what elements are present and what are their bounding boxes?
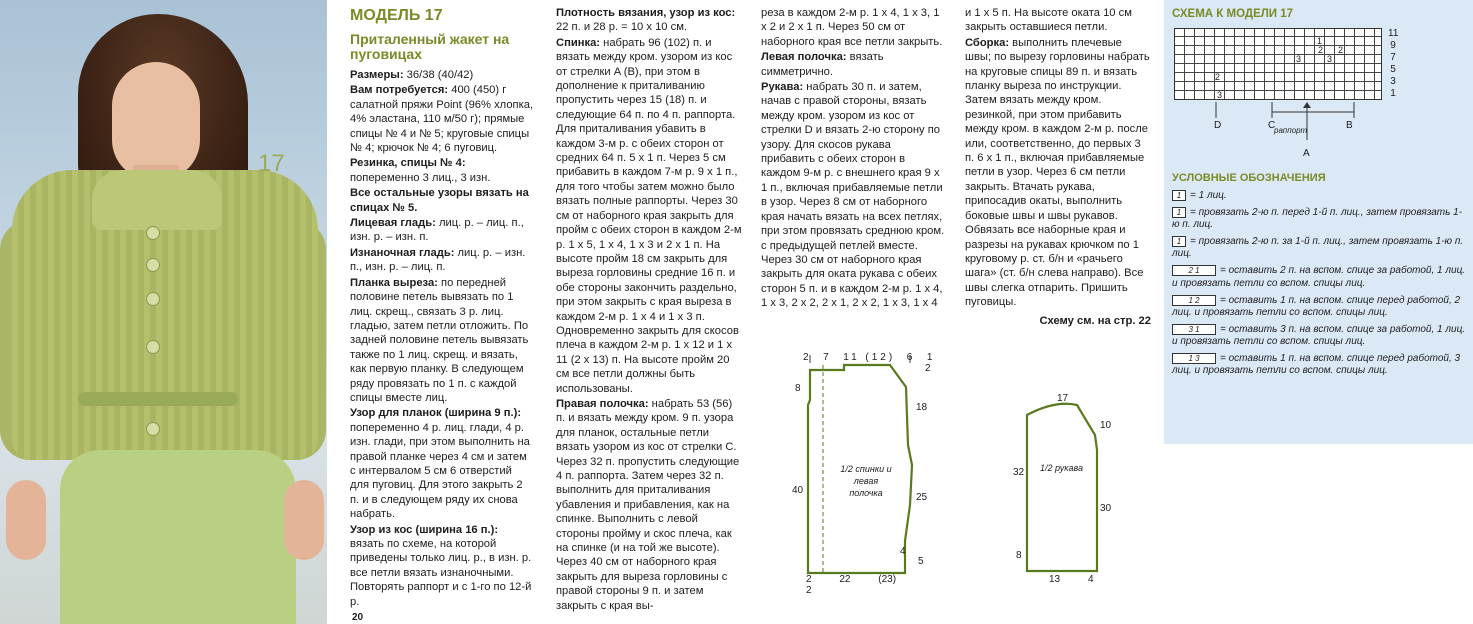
- paragraph: [556, 397, 742, 613]
- legend-item: [1172, 324, 1468, 348]
- measure: 18: [916, 402, 928, 413]
- legend-item: [1172, 295, 1468, 319]
- measure: 30: [1100, 503, 1112, 514]
- measure: 11 (12): [843, 352, 896, 363]
- column-1: [350, 6, 534, 610]
- paragraph: [350, 276, 534, 406]
- paragraph: [761, 50, 945, 79]
- jacket-button: [146, 422, 160, 436]
- measure: 2: [925, 363, 931, 374]
- stitch-symbol-icon: 2 1: [1172, 265, 1216, 276]
- cable-chart-grid: [1174, 28, 1382, 100]
- paragraph-text: выполнить плечевые швы; по вырезу горловины набрать на круговые спицы 89 п. и вязать планку выреза по инструкции. Затем вязать между кром. резинкой, при этом прибавить между кром. в каждом 2-м р. после или, соответственно, до первых 3 п. 6 х 1 п., включая прибавляемые петли в узор. Через 6 см петли закрыть. Втачать рукава, припосадив окаты, выполнить боковые швы и швы рукавов. Обвязать все наборные края и разрезы на рукавах крючком по 1 круговому р. ст. б/н и «рачьего шага» (ст. б/н слева направо). Все швы слегка отпарить. Пришить пуговицы.: [965, 36, 1150, 309]
- skirt: [60, 450, 296, 624]
- measure: 25: [916, 492, 928, 503]
- stitch-symbol-icon: 3 1: [1172, 324, 1216, 335]
- jacket-button: [146, 292, 160, 306]
- paragraph-heading: Все остальные узоры вязать на спицах № 5.: [350, 187, 529, 214]
- paragraph-heading: Плотность вязания, узор из кос:: [556, 7, 736, 19]
- paragraph: [350, 523, 534, 609]
- chart-cell: 1: [1317, 36, 1323, 46]
- legend-item: [1172, 236, 1468, 260]
- arrow-label-c: C: [1268, 120, 1276, 131]
- legend-text: = оставить 1 п. на вспом. спице перед работой, 2 лиц. и провязать петли со вспом. спицы лиц.: [1172, 294, 1461, 318]
- paragraph-text: по передней половине петель вывязать по 1 лиц. скрещ., связать 3 р. лиц. гладью, затем петли отложить. По задней половине петель вывязать также по 1 лиц. скрещ. и вязать, как первую планку. В следующем ряду провязать по 1 п. с каждой спицы вместе лиц.: [350, 276, 529, 404]
- measure: 2: [806, 574, 812, 585]
- paragraph-text: попеременно 3 лиц., 3 изн.: [350, 171, 491, 184]
- paragraph: [556, 36, 742, 396]
- paragraph: [350, 83, 534, 155]
- model-number: 17: [258, 150, 285, 177]
- rapport-label: раппорт: [1274, 126, 1308, 135]
- jacket-button: [146, 340, 160, 354]
- paragraph-heading: Лицевая гладь:: [350, 217, 436, 230]
- paragraph: [965, 6, 1151, 35]
- paragraph: [350, 156, 534, 185]
- legend-title: УСЛОВНЫЕ ОБОЗНАЧЕНИЯ: [1172, 172, 1326, 184]
- paragraph-text: набрать 53 (56) п. и вязать между кром. 9 п. узора для планок, остальные петли вязать узором из кос от стрелки C. Через 32 п. пропустить следующие 4 п. раппорта. Затем через 32 п. выполнить для приталивания убавления и прибавления, как на спинке. Выполнить с левой стороны пройму и скос плеча, как на спинке (и на той же высоте). Через 40 см от наборного края закрыть для выреза горловины с правой стороны 9 п. и затем закрыть с края вы-: [556, 397, 740, 612]
- row-number: 5: [1390, 64, 1396, 75]
- chart-cell: 3: [1217, 90, 1223, 100]
- column-2: [556, 6, 742, 614]
- arrow-label-a: A: [1303, 148, 1310, 159]
- paragraph-text: реза в каждом 2-м р. 1 х 4, 1 х 3, 1 х 2 и 2 х 1 п. Через 50 см от наборного края все петли закрыть.: [761, 7, 943, 48]
- legend-item: [1172, 353, 1468, 377]
- chart-cell: 3: [1296, 54, 1302, 64]
- scheme-title: СХЕМА К МОДЕЛИ 17: [1172, 8, 1294, 20]
- row-number: 9: [1390, 40, 1396, 51]
- sleeve-label: 1/2 рукава: [1040, 463, 1083, 473]
- paragraph-heading: Вам потребуется:: [350, 84, 449, 97]
- paragraph: [350, 406, 534, 521]
- back-label: 1/2 спинки и левая полочка: [840, 464, 892, 498]
- measure: 4: [1088, 574, 1094, 585]
- legend-text: = оставить 2 п. на вспом. спице за работой, 1 лиц. и провязать петли со вспом. спицы лиц.: [1172, 265, 1466, 289]
- measure: 10: [1100, 420, 1112, 431]
- right-hand: [284, 480, 324, 560]
- legend-text: = провязать 2-ю п. перед 1-й п. лиц., затем провязать 1-ю п. лиц.: [1172, 207, 1463, 231]
- paragraph-text: набрать 30 п. и затем, начав с правой стороны, вязать между кром. узором из кос от стрелки D и вязать 2-ю сторону по узору. Для скосов рукава прибавить с обеих сторон в каждом 9-м р. с внешнего края 9 х 1 п., включая прибавляемые петли в узор. Через 8 см от наборного края начать вязать на всех петлях, при этом провязать среднюю кром. с предыдущей петлей вместе. Через 30 см от наборного края закрыть для оката рукава с обеих сторон 5 п. и в каждом 2-м р. 1 х 4, 1 х 3, 2 х 2, 2 х 1, 2 х 2, 1 х 3, 1 х 4: [761, 81, 945, 310]
- left-hand: [6, 480, 46, 560]
- scheme-panel: [1164, 0, 1473, 444]
- stitch-symbol-icon: 1: [1172, 236, 1186, 247]
- paragraph: [965, 36, 1151, 310]
- arrow-label-d: D: [1214, 120, 1222, 131]
- legend-item: [1172, 190, 1468, 202]
- stitch-symbol-icon: 1: [1172, 190, 1186, 201]
- legend-text: = провязать 2-ю п. за 1-й п. лиц., затем провязать 1-ю п. лиц.: [1172, 236, 1464, 260]
- paragraph-text: лиц. р. – лиц. п., изн. р. – изн. п.: [350, 217, 524, 244]
- collar: [92, 170, 222, 230]
- back-top-measures: [803, 352, 953, 363]
- measure: 7: [823, 352, 832, 363]
- model-subtitle: Приталенный жакет на пуговицах: [350, 31, 510, 62]
- measure: 13: [1049, 574, 1061, 585]
- paragraph: [350, 216, 534, 245]
- measure: 8: [795, 383, 801, 394]
- paragraph-text: и 1 х 5 п. На высоте оката 10 см закрыть оставшиеся петли.: [965, 7, 1132, 34]
- paragraph-heading: Размеры:: [350, 69, 404, 81]
- paragraph-heading: Резинка, спицы № 4:: [350, 157, 466, 170]
- legend-item: [1172, 265, 1468, 289]
- row-number: 7: [1390, 52, 1396, 63]
- model-title: МОДЕЛЬ 17: [350, 7, 443, 24]
- row-number: 3: [1390, 76, 1396, 87]
- paragraph: [556, 6, 742, 35]
- paragraph-heading: Сборка:: [965, 36, 1010, 49]
- paragraph: [350, 246, 534, 275]
- legend-item: [1172, 207, 1468, 231]
- paragraph-heading: Правая полочка:: [556, 397, 649, 410]
- paragraph-text: 400 (450) г салатной пряжи Point (96% хлопка, 4% эластана, 110 м/50 г); прямые спицы № 4 и № 5; круговые спицы № 4; крючок № 4; 6 пуговиц.: [350, 84, 534, 155]
- legend-text: = оставить 1 п. на вспом. спице перед работой, 3 лиц. и провязать петли со вспом. спицы лиц.: [1172, 352, 1461, 376]
- column-3: [761, 6, 945, 312]
- measure: 4: [900, 546, 906, 557]
- paragraph: [761, 80, 945, 311]
- paragraph-text: вязать симметрично.: [761, 51, 884, 78]
- measure: 1: [926, 352, 936, 363]
- model-photo: [0, 0, 327, 624]
- chart-cell: 2: [1215, 72, 1221, 82]
- legend: [1172, 172, 1468, 382]
- chart-cell: 3: [1327, 54, 1333, 64]
- paragraph-heading: Планка выреза:: [350, 276, 438, 289]
- measure: 32: [1013, 467, 1025, 478]
- see-scheme-note: Схему см. на стр. 22: [1039, 314, 1151, 327]
- paragraph: [350, 186, 534, 215]
- face: [112, 62, 200, 180]
- paragraph-heading: Рукава:: [761, 81, 804, 94]
- page-number: 20: [352, 612, 364, 623]
- measure: 2: [803, 352, 812, 363]
- paragraph-text: попеременно 4 р. лиц. глади, 4 р. изн. глади, при этом выполнить на правой планке через 4 см и затем с интервалом 5 см 6 отверстий для пуговиц. Для этого закрыть 2 п. и в следующем ряду их снова набрать.: [350, 421, 530, 521]
- measure: 6: [906, 352, 916, 363]
- jacket-button: [146, 226, 160, 240]
- row-number: 11: [1388, 28, 1399, 39]
- legend-text: = 1 лиц.: [1190, 190, 1227, 202]
- paragraph-text: набрать 96 (102) п. и вязать между кром. узором из кос от стрелки A (B), при этом в дополнение к приталиванию пропустить через 15 (18) п. и следующие 64 п. по 4 п. раппорта. Для приталивания убавить в каждом 3-м р. с обеих сторон от средних 64 п. 5 х 1 п. Через 5 см прибавить в каждом 7-м р. 9 х 1 п., для того чтобы затем можно было вязать полные раппорты. Через 30 см от наборного края закрыть для пройм с обеих сторон в каждом 2-м р. 1 х 5, 1 х 4, 1 х 3 и 2 х 1 п. На высоте пройм 18 см закрыть для выреза горловины средние 16 п. и обе стороны закончить раздельно, при этом закрыть с края выреза в каждом 2-м р. 1 х 4 и 1 х 3 п. Одновременно закрыть для скосов плеча в каждом 2-м р. 1 х 12 и 1 х 11 (2 х 13) п. На высоте пройм 20 см все петли должны быть использованы.: [556, 36, 742, 395]
- arrow-label-b: B: [1346, 120, 1353, 131]
- stitch-symbol-icon: 1 3: [1172, 353, 1216, 364]
- stitch-symbol-icon: 1: [1172, 207, 1186, 218]
- row-number: 1: [1390, 88, 1396, 99]
- paragraph: [761, 6, 945, 49]
- measure: 17: [1057, 393, 1069, 404]
- paragraph-text: 22 п. и 28 р. = 10 х 10 см.: [556, 21, 688, 34]
- column-4: [965, 6, 1151, 328]
- measure: 5: [918, 556, 924, 567]
- back-bottom-measures: [806, 574, 926, 596]
- measure: 8: [1016, 550, 1022, 561]
- paragraph-heading: Спинка:: [556, 36, 601, 49]
- paragraph-heading: Узор из кос (ширина 16 п.):: [350, 523, 499, 536]
- chart-cell: 2: [1338, 45, 1344, 55]
- paragraph: [350, 68, 534, 82]
- chart-cell: 2: [1318, 45, 1324, 55]
- paragraph-text: 36/38 (40/42): [403, 69, 474, 81]
- paragraph-text: лиц. р. – изн. п., изн. р. – лиц. п.: [350, 246, 526, 274]
- paragraph-heading: Левая полочка:: [761, 51, 847, 64]
- stitch-symbol-icon: 1 2: [1172, 295, 1216, 306]
- paragraph-heading: Изнаночная гладь:: [350, 246, 455, 259]
- belt: [78, 392, 238, 406]
- paragraph-heading: Узор для планок (ширина 9 п.):: [350, 407, 522, 420]
- measure: 40: [792, 485, 804, 496]
- measure: 22 (23): [839, 574, 897, 585]
- jacket-button: [146, 258, 160, 272]
- measure: 2: [806, 585, 812, 596]
- paragraph-text: вязать по схеме, на которой приведены только лиц. р., в изн. р. все петли вязать изнаночными. Повторять раппорт и с 1-го по 12-й р.: [350, 538, 532, 608]
- legend-text: = оставить 3 п. на вспом. спице за работой, 1 лиц. и провязать петли со вспом. спицы лиц.: [1172, 323, 1466, 347]
